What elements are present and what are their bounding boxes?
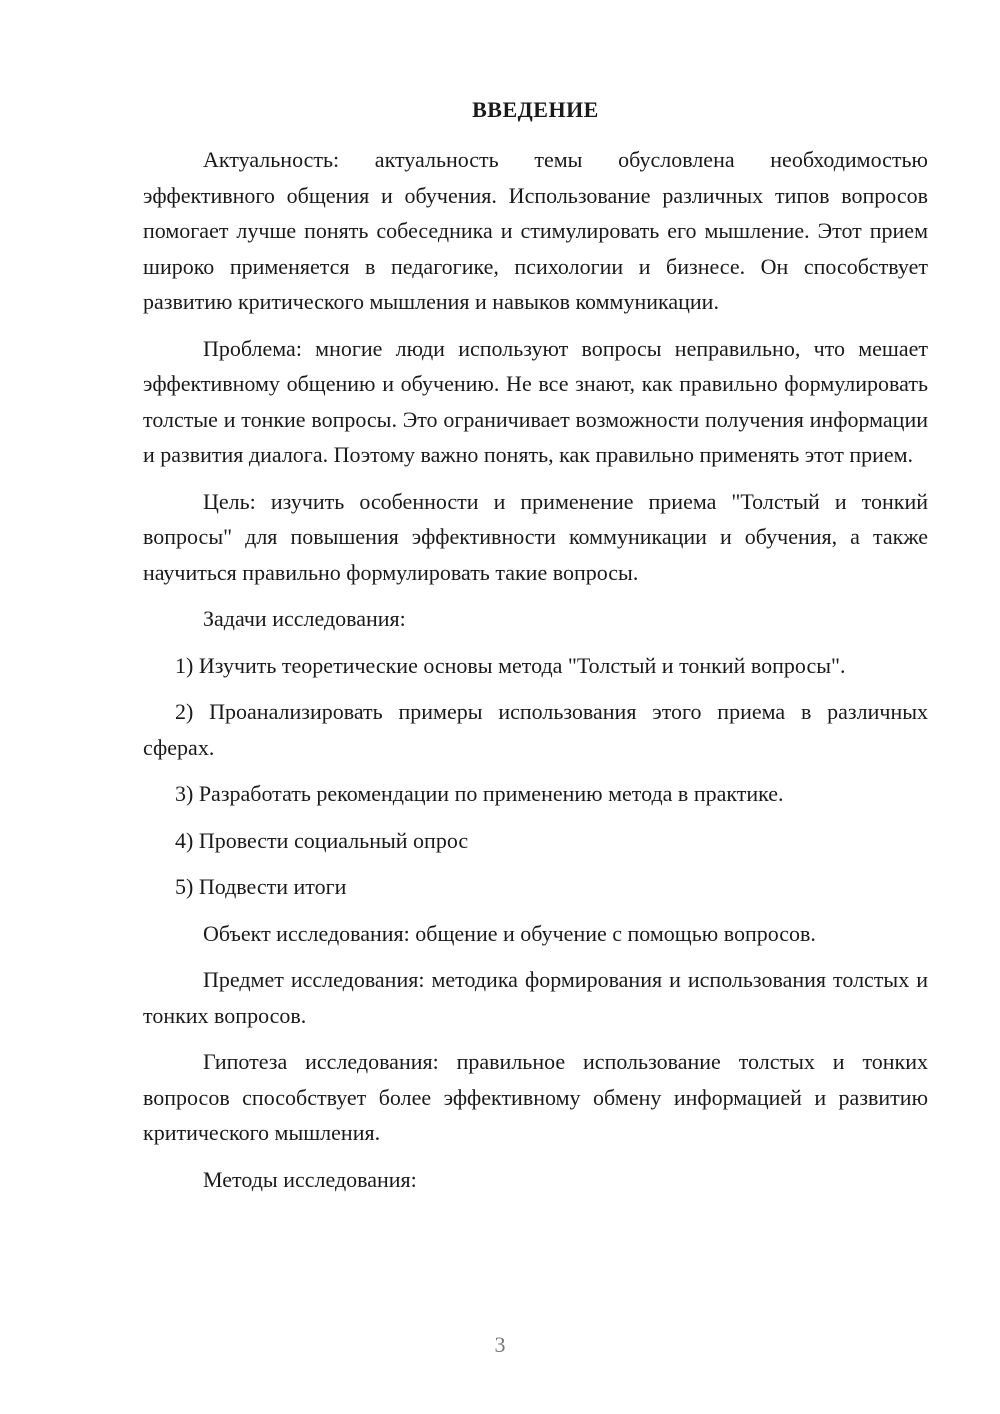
list-item-task-3: 3) Разработать рекомендации по применению метода в практике. bbox=[175, 781, 784, 806]
page-number: 3 bbox=[494, 1332, 506, 1357]
list-item-task-5: 5) Подвести итоги bbox=[175, 874, 347, 899]
paragraph-relevance: Актуальность: актуальность темы обусловлена необходимостью эффективного общения и обучения. Использование различных типов вопросов помогает лучше понять собеседника и стимулировать его мышление. Этот прием широко применяется в педагогике, психологии и бизнесе. Он способствует развитию критического мышления и навыков коммуникации. bbox=[143, 147, 928, 314]
list-item-task-4: 4) Провести социальный опрос bbox=[175, 827, 469, 853]
paragraph-object: Объект исследования: общение и обучение с помощью вопросов. bbox=[203, 920, 816, 946]
paragraph-tasks-heading: Задачи исследования: bbox=[203, 606, 406, 631]
paragraph-subject: Предмет исследования: методика формирования и использования толстых и тонких вопросов. bbox=[143, 967, 928, 1028]
list-item-task-1: 1) Изучить теоретические основы метода "Толстый и тонкий вопросы". bbox=[175, 652, 846, 678]
paragraph-goal: Цель: изучить особенности и применение приема "Толстый и тонкий вопросы" для повышения эффективности коммуникации и обучения, а также научиться правильно формулировать такие вопросы. bbox=[143, 488, 928, 585]
paragraph-problem: Проблема: многие люди используют вопросы неправильно, что мешает эффективному общению и обучению. Не все знают, как правильно формулировать толстые и тонкие вопросы. Это ограничивает возможности получения информации и развития диалога. Поэтому важно понять, как правильно применять этот прием. bbox=[143, 335, 928, 467]
paragraph-hypothesis: Гипотеза исследования: правильное использование толстых и тонких вопросов способствует более эффективному обмену информацией и развитию критического мышления. bbox=[143, 1049, 928, 1145]
page-title: ВВЕДЕНИЕ bbox=[472, 97, 599, 122]
list-item-task-2: 2) Проанализировать примеры использования этого приема в различных сферах. bbox=[143, 699, 928, 760]
document-body bbox=[143, 92, 928, 1208]
paragraph-methods: Методы исследования: bbox=[203, 1166, 417, 1192]
